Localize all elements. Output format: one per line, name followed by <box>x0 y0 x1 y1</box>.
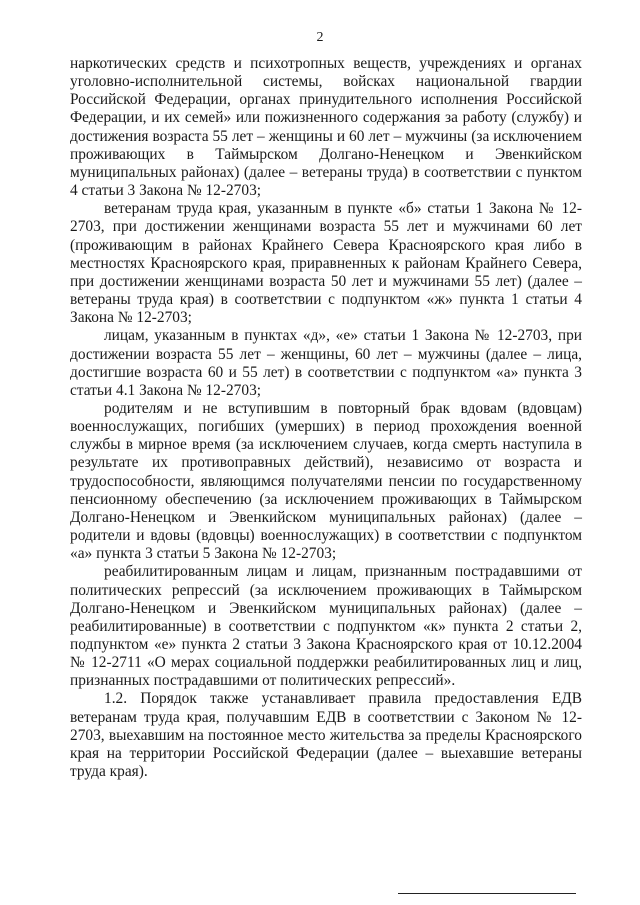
paragraph-persons-d-e: лицам, указанным в пунктах «д», «е» статьи 1 Закона № 12-2703, при достижении возраста 55 лет – женщины, 60 лет – мужчины (далее – лица, достигшие возраста 60 и 55 лет) в соответствии с подпунктом «а» пункта 3 статьи 4.1 Закона № 12-2703; <box>70 327 582 399</box>
page-number: 2 <box>316 30 324 45</box>
paragraph-parents-widows: родителям и не вступившим в повторный брак вдовам (вдовцам) военнослужащих, погибших (умерших) в период прохождения военной службы в мирное время (за исключением случаев, когда смерть наступила в результате их противоправных действий), независимо от возраста и трудоспособности, являющимся получателями пенсии по государственному пенсионному обеспечению (за исключением проживающих в Таймырском Долгано-Ненецком и Эвенкийском муниципальных районах) (далее – родители и вдовы (вдовцы) военнослужащих) в соответствии с подпунктом «а» пункта 3 статьи 5 Закона № 12-2703; <box>70 399 582 563</box>
paragraph-labor-veterans-krai: ветеранам труда края, указанным в пункте «б» статьи 1 Закона № 12-2703, при достижении женщинами возраста 55 лет и мужчинами 60 лет (проживающим в районах Крайнего Севера Красноярского края либо в местностях Красноярского края, приравненных к районам Крайнего Севера, при достижении женщинами возраста 50 лет и мужчинами 55 лет) (далее – ветераны труда края) в соответствии с подпунктом «ж» пункта 1 статьи 4 Закона № 12-2703; <box>70 200 582 327</box>
paragraph-rehabilitated: реабилитированным лицам и лицам, признанным пострадавшими от политических репрессий (за исключением проживающих в Таймырском Долгано-Ненецком и Эвенкийском муниципальных районах) (далее – реабилитированные) в соответствии с подпунктом «к» пункта 2 статьи 2, подпунктом «е» пункта 2 статьи 3 Закона Красноярского края от 10.12.2004 № 12-2711 «О мерах социальной поддержки реабилитированных лиц и лиц, признанных пострадавшими от политических репрессий». <box>70 563 582 690</box>
paragraph-continuation: наркотических средств и психотропных веществ, учреждениях и органах уголовно-исполнительной системы, войсках национальной гвардии Российской Федерации, органах принудительного исполнения Российской Федерации, и их семей» или пожизненного содержания за работу (службу) и достижения возраста 55 лет – женщины и 60 лет – мужчины (за исключением проживающих в Таймырском Долгано-Ненецком и Эвенкийском муниципальных районах) (далее – ветераны труда) в соответствии с пунктом 4 статьи 3 Закона № 12-2703; <box>70 55 582 200</box>
footer-divider <box>398 893 576 894</box>
paragraph-clause-1-2: 1.2. Порядок также устанавливает правила предоставления ЕДВ ветеранам труда края, получавшим ЕДВ в соответствии с Законом № 12-2703, выехавшим на постоянное место жительства за пределы Красноярского края на территории Российской Федерации (далее – выехавшие ветераны труда края). <box>70 690 582 781</box>
document-body <box>70 55 582 781</box>
